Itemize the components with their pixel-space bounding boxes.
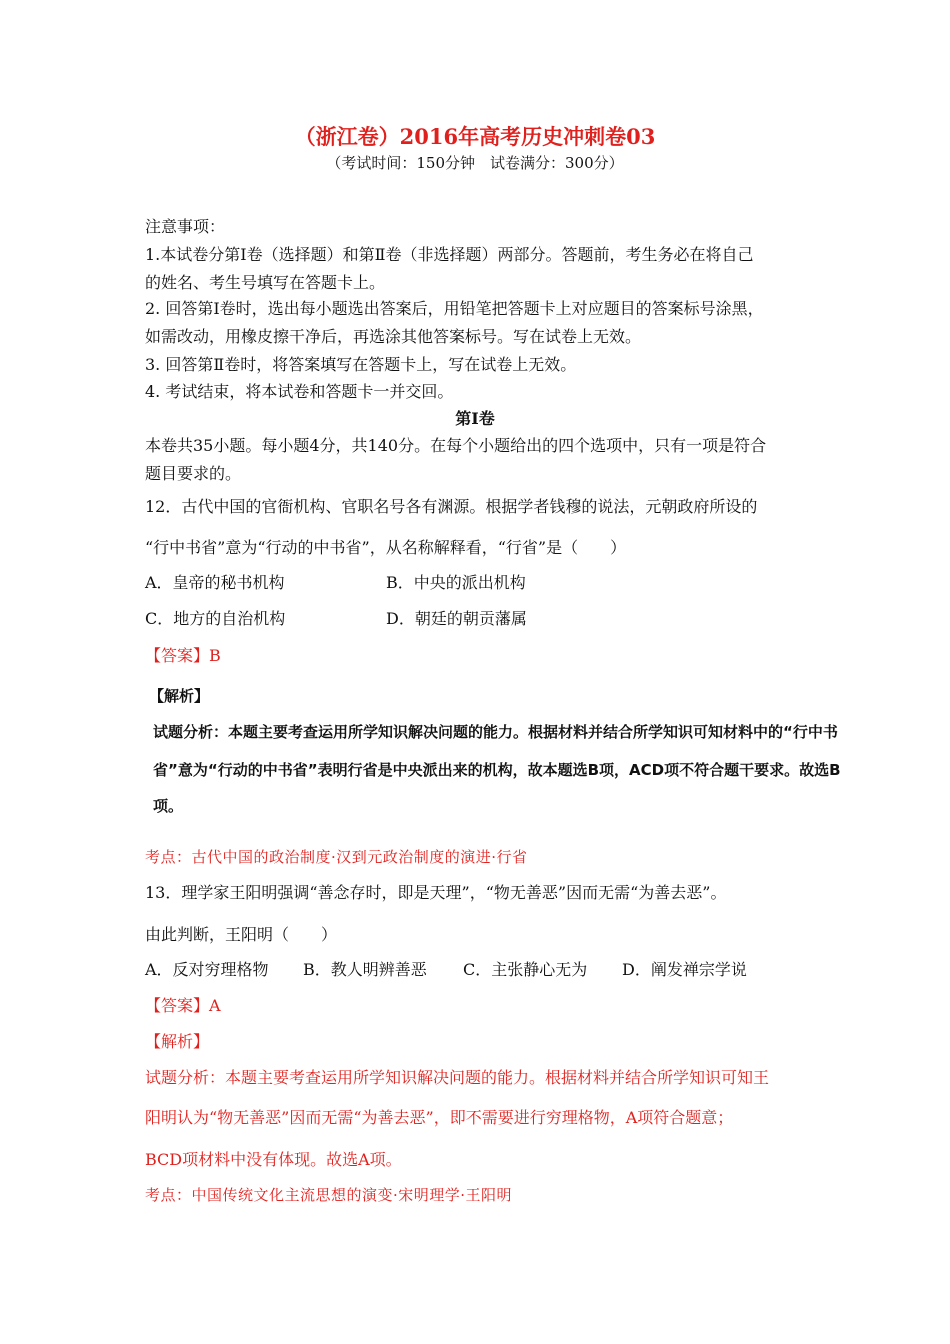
q12-option-a: A．皇帝的秘书机构 — [145, 573, 285, 592]
exam-info: （考试时间：150分钟 试卷满分：300分） — [326, 154, 624, 172]
notice-line: 2. 回答第Ⅰ卷时，选出每小题选出答案后，用铅笔把答题卡上对应题目的答案标号涂黑， — [145, 299, 764, 318]
q13-knowledge-point: 考点：中国传统文化主流思想的演变·宋明理学·王阳明 — [145, 1186, 513, 1204]
q13-option-b: B．教人明辨善恶 — [303, 960, 427, 979]
page-title: （浙江卷）2016年高考历史冲刺卷03 — [294, 124, 656, 149]
section-intro: 题目要求的。 — [145, 464, 242, 483]
q13-option-c: C．主张静心无为 — [463, 960, 588, 979]
q12-analysis: 项。 — [153, 797, 184, 815]
q12-analysis: 省”意为“行动的中书省”表明行省是中央派出来的机构，故本题选B项，ACD项不符合题干要求。故选B — [153, 761, 841, 779]
q12-option-c: C．地方的自治机构 — [145, 609, 286, 628]
q13-analysis: 阳明认为“物无善恶”因而无需“为善去恶”，即不需要进行穷理格物，A项符合题意； — [145, 1108, 734, 1127]
q13-answer: 【答案】A — [145, 996, 221, 1015]
notice-line: 1.本试卷分第Ⅰ卷（选择题）和第Ⅱ卷（非选择题）两部分。答题前，考生务必在将自己 — [145, 245, 754, 264]
q13-stem: 13．理学家王阳明强调“善念存时，即是天理”，“物无善恶”因而无需“为善去恶”。 — [145, 883, 727, 902]
q12-analysis: 试题分析：本题主要考查运用所学知识解决问题的能力。根据材料并结合所学知识可知材料中的“行中书 — [153, 723, 838, 741]
q13-option-d: D．阐发禅宗学说 — [622, 960, 747, 979]
notice-line: 的姓名、考生号填写在答题卡上。 — [145, 273, 386, 292]
q12-option-d: D．朝廷的朝贡藩属 — [386, 609, 527, 628]
q12-knowledge-point: 考点：古代中国的政治制度·汉到元政治制度的演进·行省 — [145, 848, 528, 866]
q13-option-a: A．反对穷理格物 — [145, 960, 269, 979]
q13-analysis: BCD项材料中没有体现。故选A项。 — [145, 1150, 402, 1169]
q12-answer: 【答案】B — [145, 646, 221, 665]
q12-option-b: B．中央的派出机构 — [386, 573, 526, 592]
notice-line: 4. 考试结束，将本试卷和答题卡一并交回。 — [145, 382, 454, 401]
q13-analysis-label: 【解析】 — [145, 1032, 210, 1051]
q12-stem: 12．古代中国的官衙机构、官职名号各有渊源。根据学者钱穆的说法，元朝政府所设的 — [145, 497, 758, 516]
q13-analysis: 试题分析：本题主要考查运用所学知识解决问题的能力。根据材料并结合所学知识可知王 — [145, 1068, 770, 1087]
notice-line: 3. 回答第Ⅱ卷时，将答案填写在答题卡上，写在试卷上无效。 — [145, 355, 577, 374]
notice-heading: 注意事项： — [145, 217, 226, 236]
q12-stem: “行中书省”意为“行动的中书省”，从名称解释看，“行省”是（ ） — [145, 538, 627, 557]
q12-analysis-label: 【解析】 — [149, 687, 210, 705]
notice-line: 如需改动，用橡皮擦干净后，再选涂其他答案标号。写在试卷上无效。 — [145, 327, 642, 346]
q13-stem: 由此判断，王阳明（ ） — [145, 925, 338, 944]
section-intro: 本卷共35小题。每小题4分，共140分。在每个小题给出的四个选项中，只有一项是符合 — [145, 436, 767, 455]
section-heading: 第Ⅰ卷 — [455, 409, 495, 428]
